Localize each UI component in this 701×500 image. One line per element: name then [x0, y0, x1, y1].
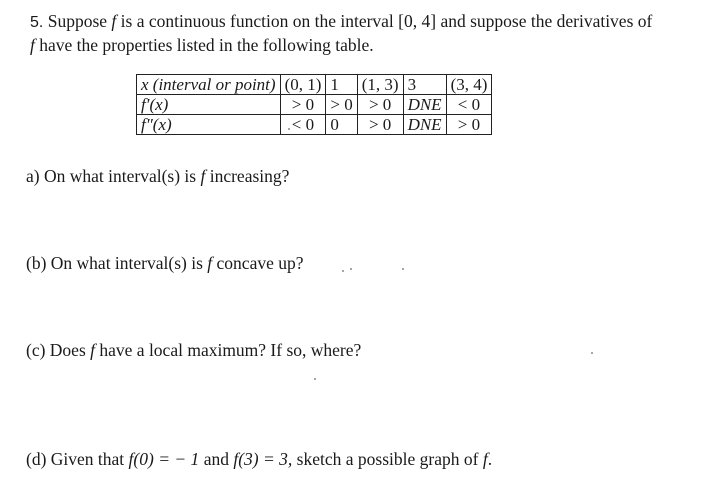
table-cell: < 0 [280, 115, 326, 135]
question-d-lead: (d) Given that [26, 449, 125, 469]
problem-number: 5. [30, 14, 44, 31]
table-cell: > 0 [446, 115, 492, 135]
intro-text-a: Suppose [47, 11, 108, 31]
intro-text-c: and suppose the derivatives of [440, 11, 653, 31]
header-cell: (3, 4) [446, 75, 492, 95]
question-b [26, 252, 304, 274]
question-d [26, 448, 492, 470]
question-b-function: f [207, 253, 213, 273]
intro-text-b: is a continuous function on the interval [120, 11, 394, 31]
question-b-lead: (b) On what interval(s) is [26, 253, 203, 273]
header-cell: (0, 1) [280, 75, 326, 95]
derivative-sign-table [136, 74, 492, 135]
question-d-tail: sketch a possible graph of [296, 449, 479, 469]
scan-speck [350, 268, 352, 270]
header-cell: 3 [403, 75, 446, 95]
interval-notation: [0, 4] [398, 11, 437, 31]
header-cell: x (interval or point) [137, 75, 281, 95]
table-row-second-derivative [137, 115, 492, 135]
question-a [26, 165, 289, 187]
table-cell: > 0 [357, 95, 403, 115]
scan-speck [402, 268, 404, 270]
question-b-tail: concave up? [216, 253, 304, 273]
function-symbol: f [111, 11, 117, 31]
header-cell: (1, 3) [357, 75, 403, 95]
header-cell: 1 [326, 75, 357, 95]
table-cell: > 0 [357, 115, 403, 135]
question-c-lead: (c) Does [26, 340, 86, 360]
table-cell: > 0 [280, 95, 326, 115]
scan-speck [288, 128, 290, 130]
table-cell: DNE [403, 95, 446, 115]
question-c-tail: have a local maximum? If so, where? [99, 340, 362, 360]
question-c-function: f [90, 340, 96, 360]
question-a-function: f [200, 166, 206, 186]
problem-line-1 [30, 10, 695, 34]
question-a-lead: a) On what interval(s) is [26, 166, 197, 186]
table-cell: < 0 [446, 95, 492, 115]
scan-speck [342, 270, 344, 272]
question-d-function: f [482, 449, 488, 469]
question-c [26, 339, 361, 361]
function-symbol-2: f [30, 35, 35, 55]
table-header-row [137, 75, 492, 95]
problem-line-2 [30, 34, 695, 56]
intro-text-line2: have the properties listed in the following table. [39, 35, 374, 55]
question-d-period: . [487, 449, 493, 469]
question-d-condition-2: f(3) = 3, [233, 449, 293, 469]
table-cell: DNE [403, 115, 446, 135]
scan-speck [314, 378, 316, 380]
question-a-tail: increasing? [209, 166, 290, 186]
row-label: f′(x) [137, 95, 281, 115]
table-row-first-derivative [137, 95, 492, 115]
scan-speck [591, 352, 593, 354]
table-cell: 0 [326, 115, 357, 135]
table-cell: > 0 [326, 95, 357, 115]
question-d-and: and [203, 449, 229, 469]
problem-statement [30, 10, 695, 56]
row-label: f″(x) [137, 115, 281, 135]
question-d-condition-1: f(0) = − 1 [128, 449, 200, 469]
